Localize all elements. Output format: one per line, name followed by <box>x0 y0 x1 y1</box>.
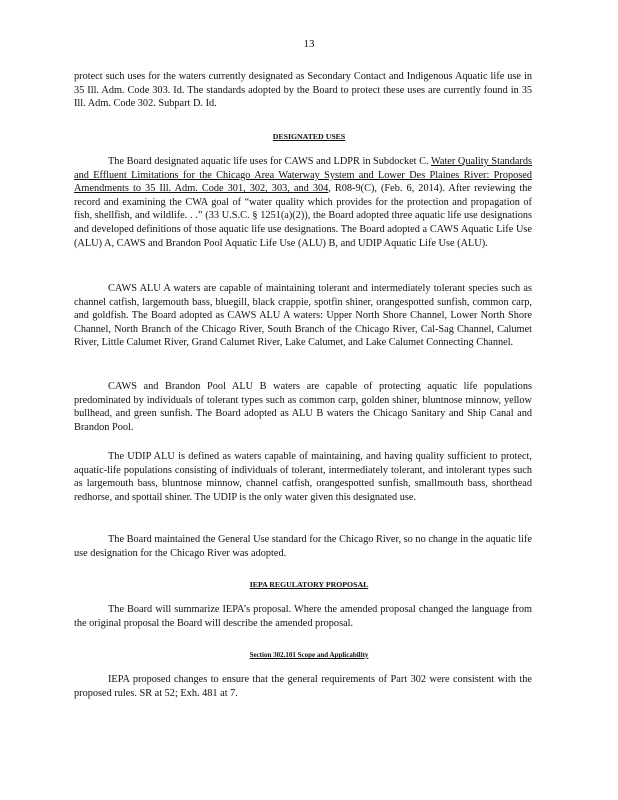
paragraph-6 <box>74 603 532 630</box>
paragraph-1-body: , R08-9(C), (Feb. 6, 2014). After reviewing the record and examining the CWA goal of “water quality which provides for the protection and propagation of fish, shellfish, and wildlife. . .” (33 U.S.C. § 1251(a)(2)), the Board adopted three aquatic life use designations and developed definitions of those aquatic life use designations. The Board adopted a CAWS Aquatic Life Use (ALU) A, CAWS and Brandon Pool Aquatic Life Use (ALU) B, and UDIP Aquatic Life Use (ALU). <box>74 183 532 249</box>
paragraph-3-text: CAWS and Brandon Pool ALU B waters are capable of protecting aquatic life populations predominated by individuals of tolerant types such as common carp, golden shiner, bluntnose minnow, yellow bullhead, and green sunfish. The Board adopted as ALU B waters the Chicago Sanitary and Ship Canal and Brandon Pool. <box>74 381 532 433</box>
intro-text: protect such uses for the waters currently designated as Secondary Contact and Indigenous Aquatic life use in 35 Ill. Adm. Code 303. Id. The standards adopted by the Board to protect these uses are currently found in 35 Ill. Adm. Code 302. Subpart D. Id. <box>74 71 532 110</box>
heading-designated-uses: DESIGNATED USES <box>272 132 346 141</box>
page-number: 13 <box>303 38 315 50</box>
paragraph-1 <box>74 155 532 250</box>
paragraph-4 <box>74 450 532 504</box>
paragraph-2-text: CAWS ALU A waters are capable of maintaining tolerant and intermediately tolerant species such as channel catfish, largemouth bass, bluegill, black crappie, spotfin shiner, orangespotted sunfish, common carp, and goldfish. The Board adopted as CAWS ALU A waters: Upper North Shore Channel, Lower North Shore Channel, North Branch of the Chicago River, South Branch of the Chicago River, Cal-Sag Channel, Calumet River, Little Calumet River, Grand Calumet River, Lake Calumet, and Lake Calumet Connecting Channel. <box>74 283 532 349</box>
paragraph-3 <box>74 380 532 434</box>
paragraph-5 <box>74 533 532 560</box>
paragraph-2 <box>74 282 532 350</box>
intro-paragraph <box>74 70 532 111</box>
paragraph-7 <box>74 673 532 700</box>
paragraph-7-text: IEPA proposed changes to ensure that the general requirements of Part 302 were consistent with the proposed rules. SR at 52; Exh. 481 at 7. <box>74 674 532 699</box>
paragraph-6-text: The Board will summarize IEPA’s proposal. Where the amended proposal changed the language from the original proposal the Board will describe the amended proposal. <box>74 604 532 629</box>
paragraph-1-lead: The Board designated aquatic life uses for CAWS and LDPR in Subdocket C. <box>108 156 431 167</box>
heading-iepa-proposal: IEPA REGULATORY PROPOSAL <box>249 580 369 589</box>
case-citation: Water Quality Standards and Effluent Limitations for the Chicago Area Waterway System and Lower Des Plaines River: Proposed Amendments to 35 Ill. Adm. Code 301, 302, 303, and 304 <box>74 156 532 195</box>
paragraph-4-text: The UDIP ALU is defined as waters capable of maintaining, and having quality sufficient to protect, aquatic-life populations consisting of individuals of tolerant, intermediately tolerant, and intolerant types such as largemouth bass, bluntnose minnow, channel catfish, orangespotted sunfish, smallmouth bass, shorthead redhorse, and spottail shiner. The UDIP is the only water given this designated use. <box>74 451 532 503</box>
heading-section-302-101: Section 302.101 Scope and Applicability <box>249 651 369 659</box>
paragraph-5-text: The Board maintained the General Use standard for the Chicago River, so no change in the aquatic life use designation for the Chicago River was adopted. <box>74 534 532 559</box>
